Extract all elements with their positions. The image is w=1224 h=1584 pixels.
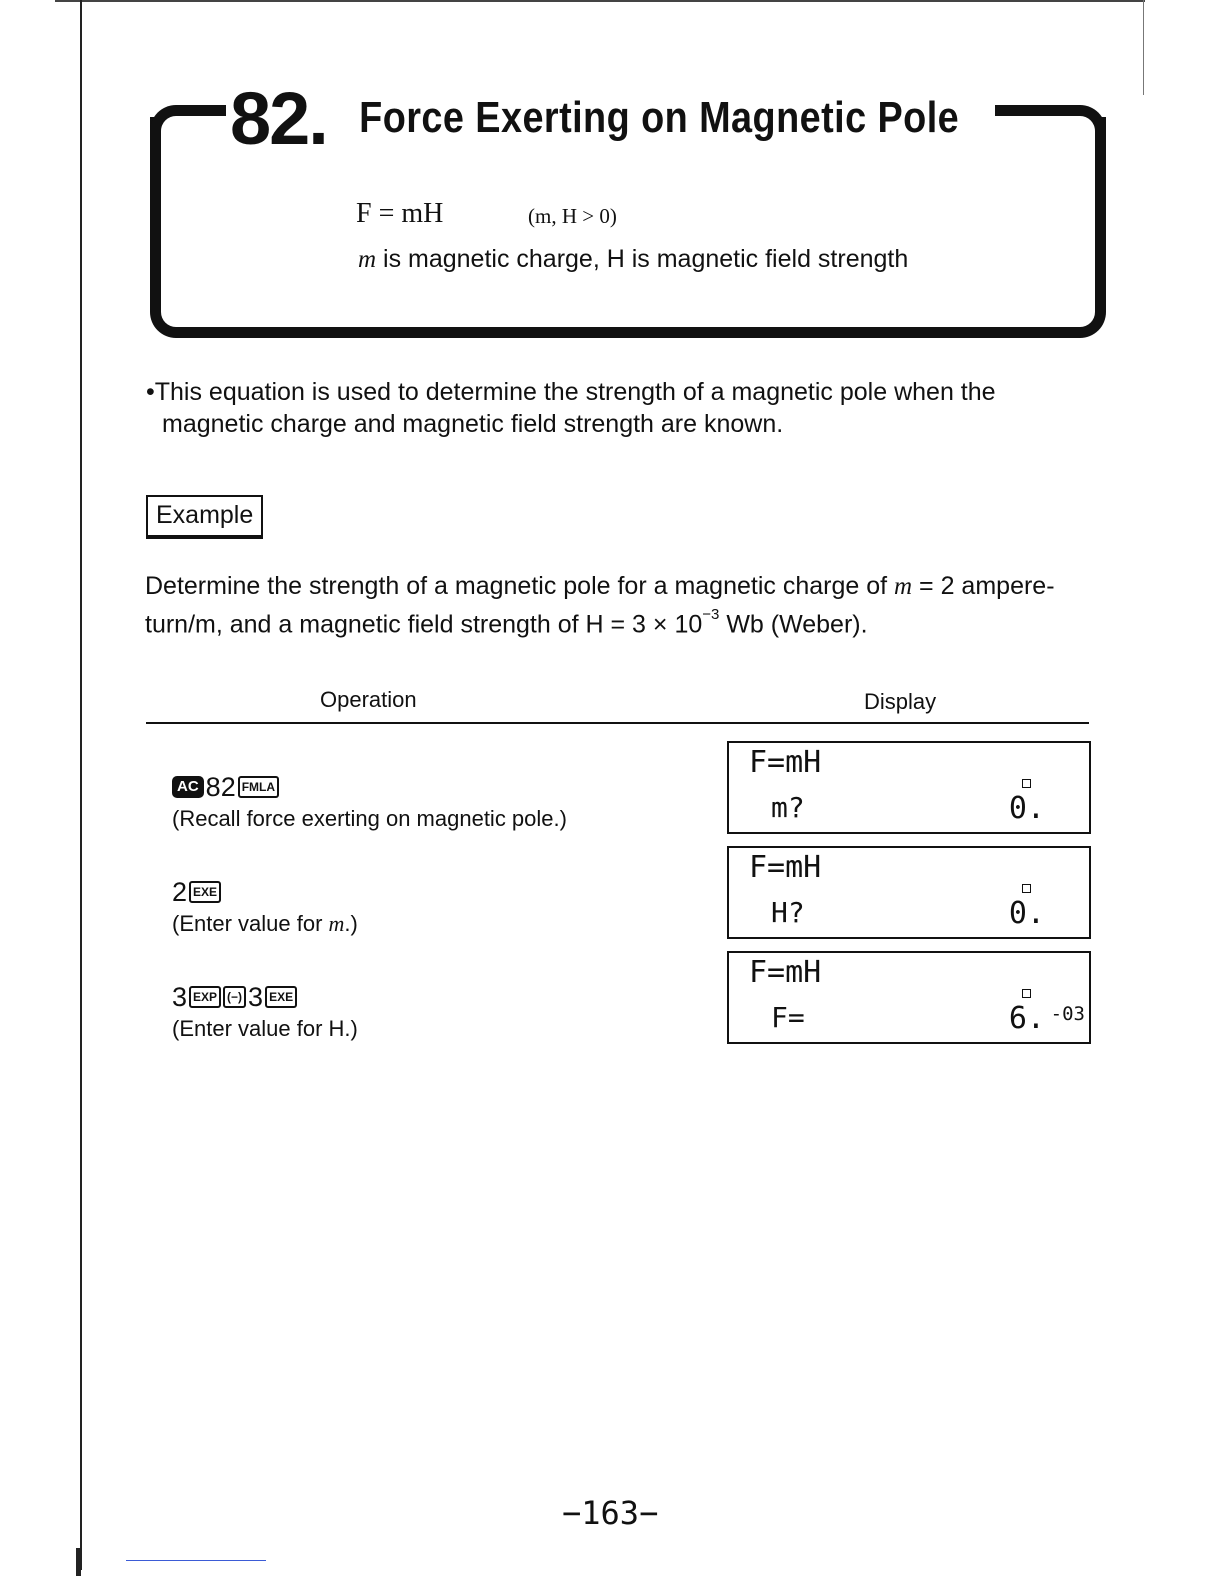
description-line-2: magnetic charge and magnetic field strength are known. [162, 410, 784, 438]
exp-key: EXP [189, 986, 221, 1008]
display-indicator-icon [1022, 779, 1031, 788]
page-top-edge [55, 0, 1145, 2]
page-corner-mark [76, 1548, 81, 1576]
calculator-display-3 [727, 951, 1091, 1044]
page-bottom-rule [126, 1560, 266, 1561]
example-problem [145, 570, 1105, 640]
formula-description [358, 245, 908, 274]
page-right-edge [1143, 0, 1144, 95]
step-note-2 [172, 911, 358, 937]
page-left-edge [80, 0, 82, 1570]
formula-main: F = mH [356, 198, 444, 229]
exe-key: EXE [265, 986, 297, 1008]
display-value: 0. [1008, 896, 1045, 931]
problem-line-1 [145, 570, 1105, 603]
key-sequence-3 [172, 980, 358, 1014]
note-variable-m: m [328, 911, 345, 936]
digit: 3 [248, 982, 264, 1012]
page-number: −163− [562, 1494, 659, 1532]
exe-key: EXE [189, 881, 221, 903]
variable-m: m [358, 246, 377, 273]
display-formula: F=mH [749, 955, 822, 990]
key-sequence-2 [172, 875, 358, 909]
ac-key: AC [172, 776, 204, 798]
display-header: Display [864, 689, 937, 714]
display-formula: F=mH [749, 745, 822, 780]
digits: 2 [172, 877, 188, 907]
display-prompt: H? [771, 896, 805, 929]
box-corner-right [995, 105, 1106, 176]
operation-step-3 [172, 980, 358, 1042]
display-value: 0. [1008, 791, 1045, 826]
display-indicator-icon [1022, 989, 1031, 998]
digit: 3 [172, 982, 188, 1012]
problem-text-3: turn/m, and a magnetic field strength of H = 3 × 10 [145, 610, 703, 639]
note-text-end: .) [344, 911, 358, 936]
display-formula: F=mH [749, 850, 822, 885]
problem-text-1: Determine the strength of a magnetic pole for a magnetic charge of [145, 572, 895, 600]
display-exponent: -03 [1050, 1003, 1085, 1025]
fmla-key: FMLA [238, 776, 279, 798]
display-prompt: F= [771, 1001, 805, 1034]
calculator-display-2 [727, 846, 1091, 939]
header-rule [146, 722, 1089, 724]
problem-text-2: = 2 ampere- [912, 572, 1055, 600]
problem-exponent: −3 [702, 606, 720, 623]
negative-key: (−) [223, 986, 246, 1008]
problem-variable-m: m [894, 573, 913, 600]
calculator-display-1 [727, 741, 1091, 834]
step-note-3: (Enter value for H.) [172, 1016, 358, 1041]
step-note-1: (Recall force exerting on magnetic pole.) [172, 806, 567, 831]
operation-step-2 [172, 875, 358, 937]
operation-header: Operation [320, 687, 417, 712]
key-sequence-1 [172, 770, 567, 804]
display-value: 6. [1008, 1001, 1045, 1036]
note-text: (Enter value for [172, 911, 329, 936]
description-paragraph [146, 376, 1106, 440]
operation-step-1 [172, 770, 567, 832]
example-label: Example [146, 495, 263, 539]
box-corner-left [150, 105, 231, 176]
digits: 82 [205, 772, 236, 802]
display-indicator-icon [1022, 884, 1031, 893]
problem-line-2 [145, 603, 1105, 640]
section-number: 82. [226, 82, 331, 156]
section-title: Force Exerting on Magnetic Pole [354, 94, 964, 142]
display-prompt: m? [771, 791, 805, 824]
formula-condition: (m, H > 0) [528, 204, 617, 228]
formula-description-text: is magnetic charge, H is magnetic field strength [376, 245, 909, 273]
problem-text-4: Wb (Weber). [719, 610, 868, 639]
description-line-1: •This equation is used to determine the strength of a magnetic pole when the [146, 378, 996, 406]
